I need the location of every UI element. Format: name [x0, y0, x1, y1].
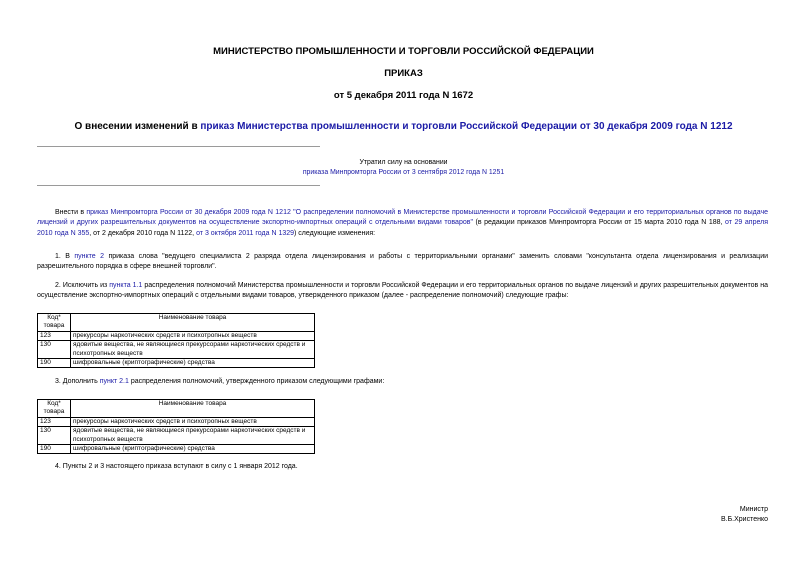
- divider-top: [37, 146, 320, 147]
- column-header-name: Наименование товара: [71, 314, 315, 332]
- cell-name: ядовитые вещества, не являющиеся прекурсорами наркотических средств и психотропных веществ: [71, 427, 315, 445]
- table-row: [38, 359, 315, 368]
- item-2-paragraph: [37, 281, 768, 302]
- signature-position: Министр: [739, 506, 768, 513]
- cell-name: прекурсоры наркотических средств и психотропных веществ: [71, 331, 315, 340]
- table-row: [38, 417, 315, 426]
- table-header-row: [38, 400, 315, 418]
- divider-bottom: [37, 185, 320, 186]
- cell-code: 130: [38, 341, 71, 359]
- item-1-link[interactable]: пункте 2: [74, 253, 105, 260]
- table-row: [38, 331, 315, 340]
- item-1-text-1: 1. В: [55, 253, 75, 260]
- intro-text-3: , от 2 декабря 2010 года N 1122,: [89, 229, 197, 237]
- expired-note: [0, 158, 807, 178]
- item-4-paragraph: 4. Пункты 2 и 3 настоящего приказа вступают в силу с 1 января 2012 года.: [55, 463, 298, 470]
- column-header-code: Код* товара: [38, 400, 71, 418]
- cell-code: 123: [38, 417, 71, 426]
- table-header-row: [38, 314, 315, 332]
- cell-code: 190: [38, 445, 71, 454]
- cell-name: шифровальные (криптографические) средства: [71, 445, 315, 454]
- intro-text-4: ) следующие изменения:: [294, 229, 376, 237]
- intro-link-order-1329[interactable]: от 3 октября 2011 года N 1329: [196, 229, 295, 237]
- item-3-link[interactable]: пункт 2.1: [99, 378, 129, 385]
- item-1-text-2: приказа слова "ведущего специалиста 2 разряда отдела лицензирования и работы с территориальными органами" заменить словами "консультанта отдела лицензирования и реализации разрешительного порядка в сфере внешней торговли".: [37, 253, 769, 271]
- item-3-text-1: 3. Дополнить: [55, 378, 100, 385]
- intro-text-1: Внести в: [55, 209, 87, 216]
- doc-type-heading: ПРИКАЗ: [384, 68, 423, 79]
- doc-date-number: от 5 декабря 2011 года N 1672: [333, 90, 474, 101]
- item-2-text-2: распределения полномочий Министерства промышленности и торговли Российской Федерации и его территориальных органов по выдаче лицензий и других разрешительных документов на осуществление экспортно-импортных операций с отдельными видами товаров, утвержденного приказом (далее - распределение полномочий) следующие графы:: [37, 282, 768, 300]
- cell-name: прекурсоры наркотических средств и психотропных веществ: [71, 417, 315, 426]
- intro-link-order-355[interactable]: от 29 апреля 2010 года N 355: [37, 219, 769, 237]
- column-header-code: Код* товара: [38, 314, 71, 332]
- expired-note-text: Утратил силу на основании: [359, 159, 448, 166]
- goods-table-1: [37, 313, 315, 368]
- ministry-heading: МИНИСТЕРСТВО ПРОМЫШЛЕННОСТИ И ТОРГОВЛИ РОССИЙСКОЙ ФЕДЕРАЦИИ: [213, 46, 594, 57]
- table-row: [38, 445, 315, 454]
- signature-name: В.Б.Христенко: [720, 516, 768, 523]
- item-1-paragraph: [37, 252, 768, 273]
- goods-table-2: [37, 399, 315, 454]
- table-row: [38, 341, 315, 359]
- item-2-link[interactable]: пункта 1.1: [109, 282, 143, 289]
- cell-code: 123: [38, 331, 71, 340]
- title-link-order-1212[interactable]: приказ Министерства промышленности и торговли Российской Федерации от 30 декабря 2009 года N 1212: [200, 121, 733, 132]
- item-2-text-1: 2. Исключить из: [55, 282, 110, 289]
- cell-code: 130: [38, 427, 71, 445]
- title-prefix: О внесении изменений в: [74, 121, 201, 132]
- item-3-paragraph: [55, 377, 768, 387]
- cell-name: шифровальные (криптографические) средства: [71, 359, 315, 368]
- item-3-text-2: распределения полномочий, утвержденного приказом следующими графами:: [128, 378, 385, 385]
- signature-block: [721, 505, 768, 525]
- intro-text-2: (в редакции приказов Минпромторга России от 15 марта 2010 года N 188,: [472, 219, 726, 227]
- intro-paragraph: [37, 208, 768, 239]
- column-header-name: Наименование товара: [71, 400, 315, 418]
- cell-code: 190: [38, 359, 71, 368]
- intro-link-order-title[interactable]: "О распределении полномочий в Министерстве промышленности и торговли Российской Федерации и его территориальных органов по выдаче лицензий и других разрешительных документов на осуществление экспортно-импортных операций с отдельными видами товаров": [37, 209, 768, 227]
- expired-note-link[interactable]: приказа Минпромторга России от 3 сентября 2012 года N 1251: [302, 169, 505, 176]
- cell-name: ядовитые вещества, не являющиеся прекурсорами наркотических средств и психотропных веществ: [71, 341, 315, 359]
- table-row: [38, 427, 315, 445]
- intro-link-order-1212[interactable]: приказ Минпромторга России от 30 декабря 2009 года N 1212: [86, 209, 291, 216]
- document-title: [0, 121, 807, 132]
